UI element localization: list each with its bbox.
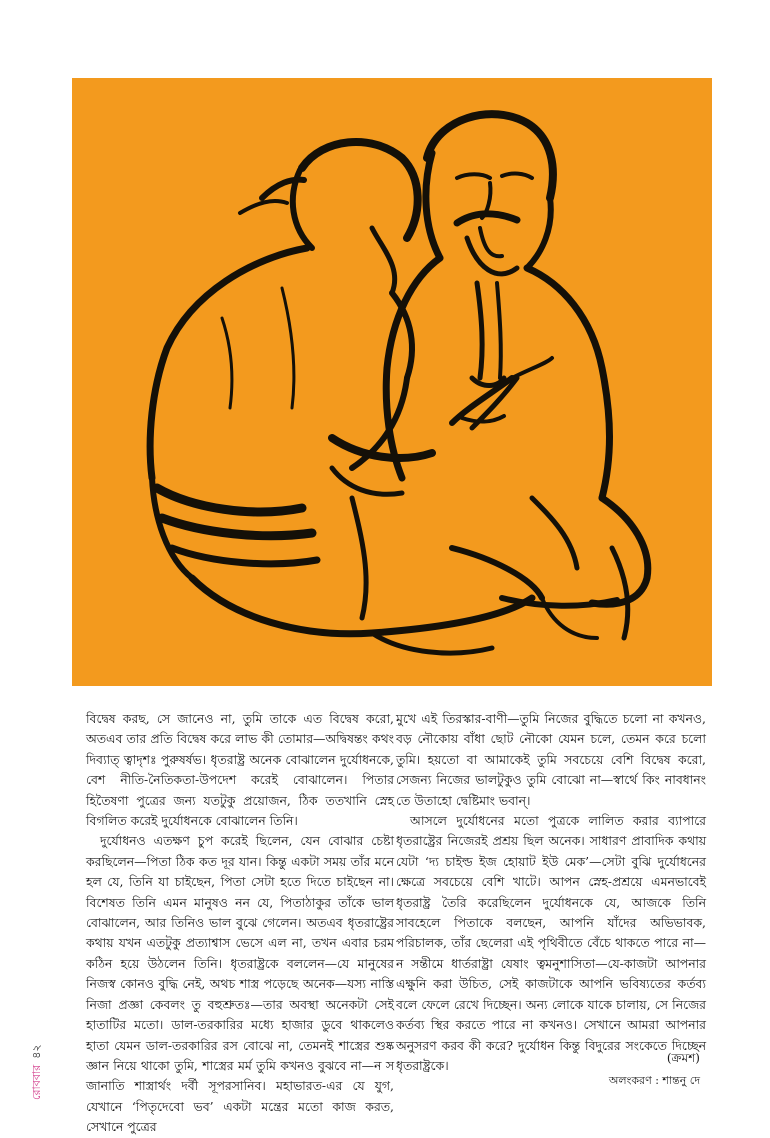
page-number: ৪২ xyxy=(30,1044,43,1059)
paragraph: বিদ্বেষ করছ, সে জানেও না, তুমি তাকে এত বিদ্বেষ করো, অতএব তার প্রতি বিদ্বেষ করে লাভ কী তোমার—অদ্বিষন্তং কথং দিব্যাত্ ত্বাদৃশঃ পুরুষর্ষভ। ধৃতরাষ্ট্র অনেক বোঝালেন দুর্যোধনকে, বেশ নীতি-নৈতিকতা-উপদেশ করেই বোঝালেন। পিতার হিতৈষণা পুত্রের জন্য যতটুকু প্রয়োজন, ঠিক ততখানি স্নেহ বিগলিত করেই দুর্যোধনকে বোঝালেন তিনি। xyxy=(86,711,394,829)
text-column-right xyxy=(396,709,706,1076)
paragraph: মুখে এই তিরস্কার-বাণী—তুমি নিজের বুদ্ধিতে চলো না কখনও, বড় নৌকোয় বাঁধা ছোট নৌকো যেমন চলে, তেমন করে চলো তুমি। হয়তো বা আমাকেই তুমি সবচেয়ে বেশি বিদ্বেষ করো, সেজন্য নিজের ভালটুকুও তুমি বোঝো না—স্বার্থে কিং নাবধানং তে উতাহো দ্বেষ্টিমাং ভবান্। xyxy=(396,711,706,808)
illustration-panel xyxy=(72,78,712,686)
continued-marker: (ক্রমশ) xyxy=(666,1051,700,1065)
page-folio xyxy=(28,980,48,1100)
illustration-credit: অলংকরণ : শান্তনু দে xyxy=(608,1074,700,1087)
text-column-left xyxy=(86,709,394,1138)
magazine-name: রোববার xyxy=(30,1064,43,1100)
two-seated-figures-ink-illustration xyxy=(72,78,712,686)
paragraph: আসলে দুর্যোধনের মতো পুত্রকে লালিত করার ব্যাপারে ধৃতরাষ্ট্রের নিজেরই প্রশ্রয় ছিল অনেক। সাধারণ প্রাবাদিক কথায় যেটা ‘দ্য চাইল্ড ইজ হোয়াট ইউ মেক’—সেটা বুঝি দুর্যোধনের ক্ষেত্রে সবচেয়ে বেশি খাটে। আপন স্নেহ-প্রশ্রয়ে এমনভাবেই ধৃতরাষ্ট্র তৈরি করেছিলেন দুর্যোধনকে যে, আজকে তিনি সাবহেলে পিতাকে বলছেন, আপনি যাঁদের অভিভাবক, পরিচালক, তাঁর ছেলেরা এই পৃথিবীতে বেঁচে থাকতে পারে না—ন সন্তীমে ধার্তরাষ্ট্রা যেষাং ত্বমনুশাসিতা—যে-কাজটা আপনার এক্ষুনি করা উচিত, সেই কাজটাকে আপনি ভবিষ্যতের কর্তব্য বলে ফেলে রেখে দিচ্ছেন। অন্য লোকে যাকে চালায়, সে নিজের কর্তব্য স্থির করতে পারে না কখনও। সেখানে আমরা আপনার অনুসরণ করব কী করে? দুর্যোধন কিন্তু বিদুরের সংকেতে দিচ্ছেন ধৃতরাষ্ট্রকে। xyxy=(396,813,706,1073)
illustration-background xyxy=(72,78,712,686)
paragraph: দুর্যোধনও এতক্ষণ চুপ করেই ছিলেন, যেন বোঝার চেষ্টা করছিলেন—পিতা ঠিক কত দূর যান। কিন্তু একটা সময় তাঁর মনে হল যে, তিনি যা চাইছেন, পিতা সেটা হতে দিতে চাইছেন না। বিশেষত তিনি এমন মানুষও নন যে, পিতাঠাকুর তাঁকে ভাল বোঝালেন, আর তিনিও ভাল বুঝে গেলেন। অতএব ধৃতরাষ্ট্রের কথায় যখন এতটুকু প্রত্যাশ্বাস ভেসে এল না, তখন এবার চরম কঠিন হয়ে উঠলেন তিনি। ধৃতরাষ্ট্রকে বললেন—যে মানুষের নিজস্ব কোনও বুদ্ধি নেই, অথচ শাস্ত্র পড়েছে অনেক—যস্য নাস্তি নিজা প্রজ্ঞা কেবলং তু বহুশ্রুতঃ—তার অবস্থা অনেকটা সেই হাতাটির মতো। ডাল-তরকারির মধ্যে হাজার ডুবে থাকলেও হাতা যেমন ডাল-তরকারির রস বোঝে না, তেমনই শাস্ত্রের শুষ্ক জ্ঞান নিয়ে থাকো তুমি, শাস্ত্রের মর্ম তুমি কখনও বুঝবে না—ন স জানাতি শাস্ত্রার্থং দর্বী সূপরসানিব। মহাভারত-এর যে যুগ, যেখানে ‘পিতৃদেবো ভব’ একটা মন্ত্রের মতো কাজ করত, সেখানে পুত্রের xyxy=(86,833,394,1135)
